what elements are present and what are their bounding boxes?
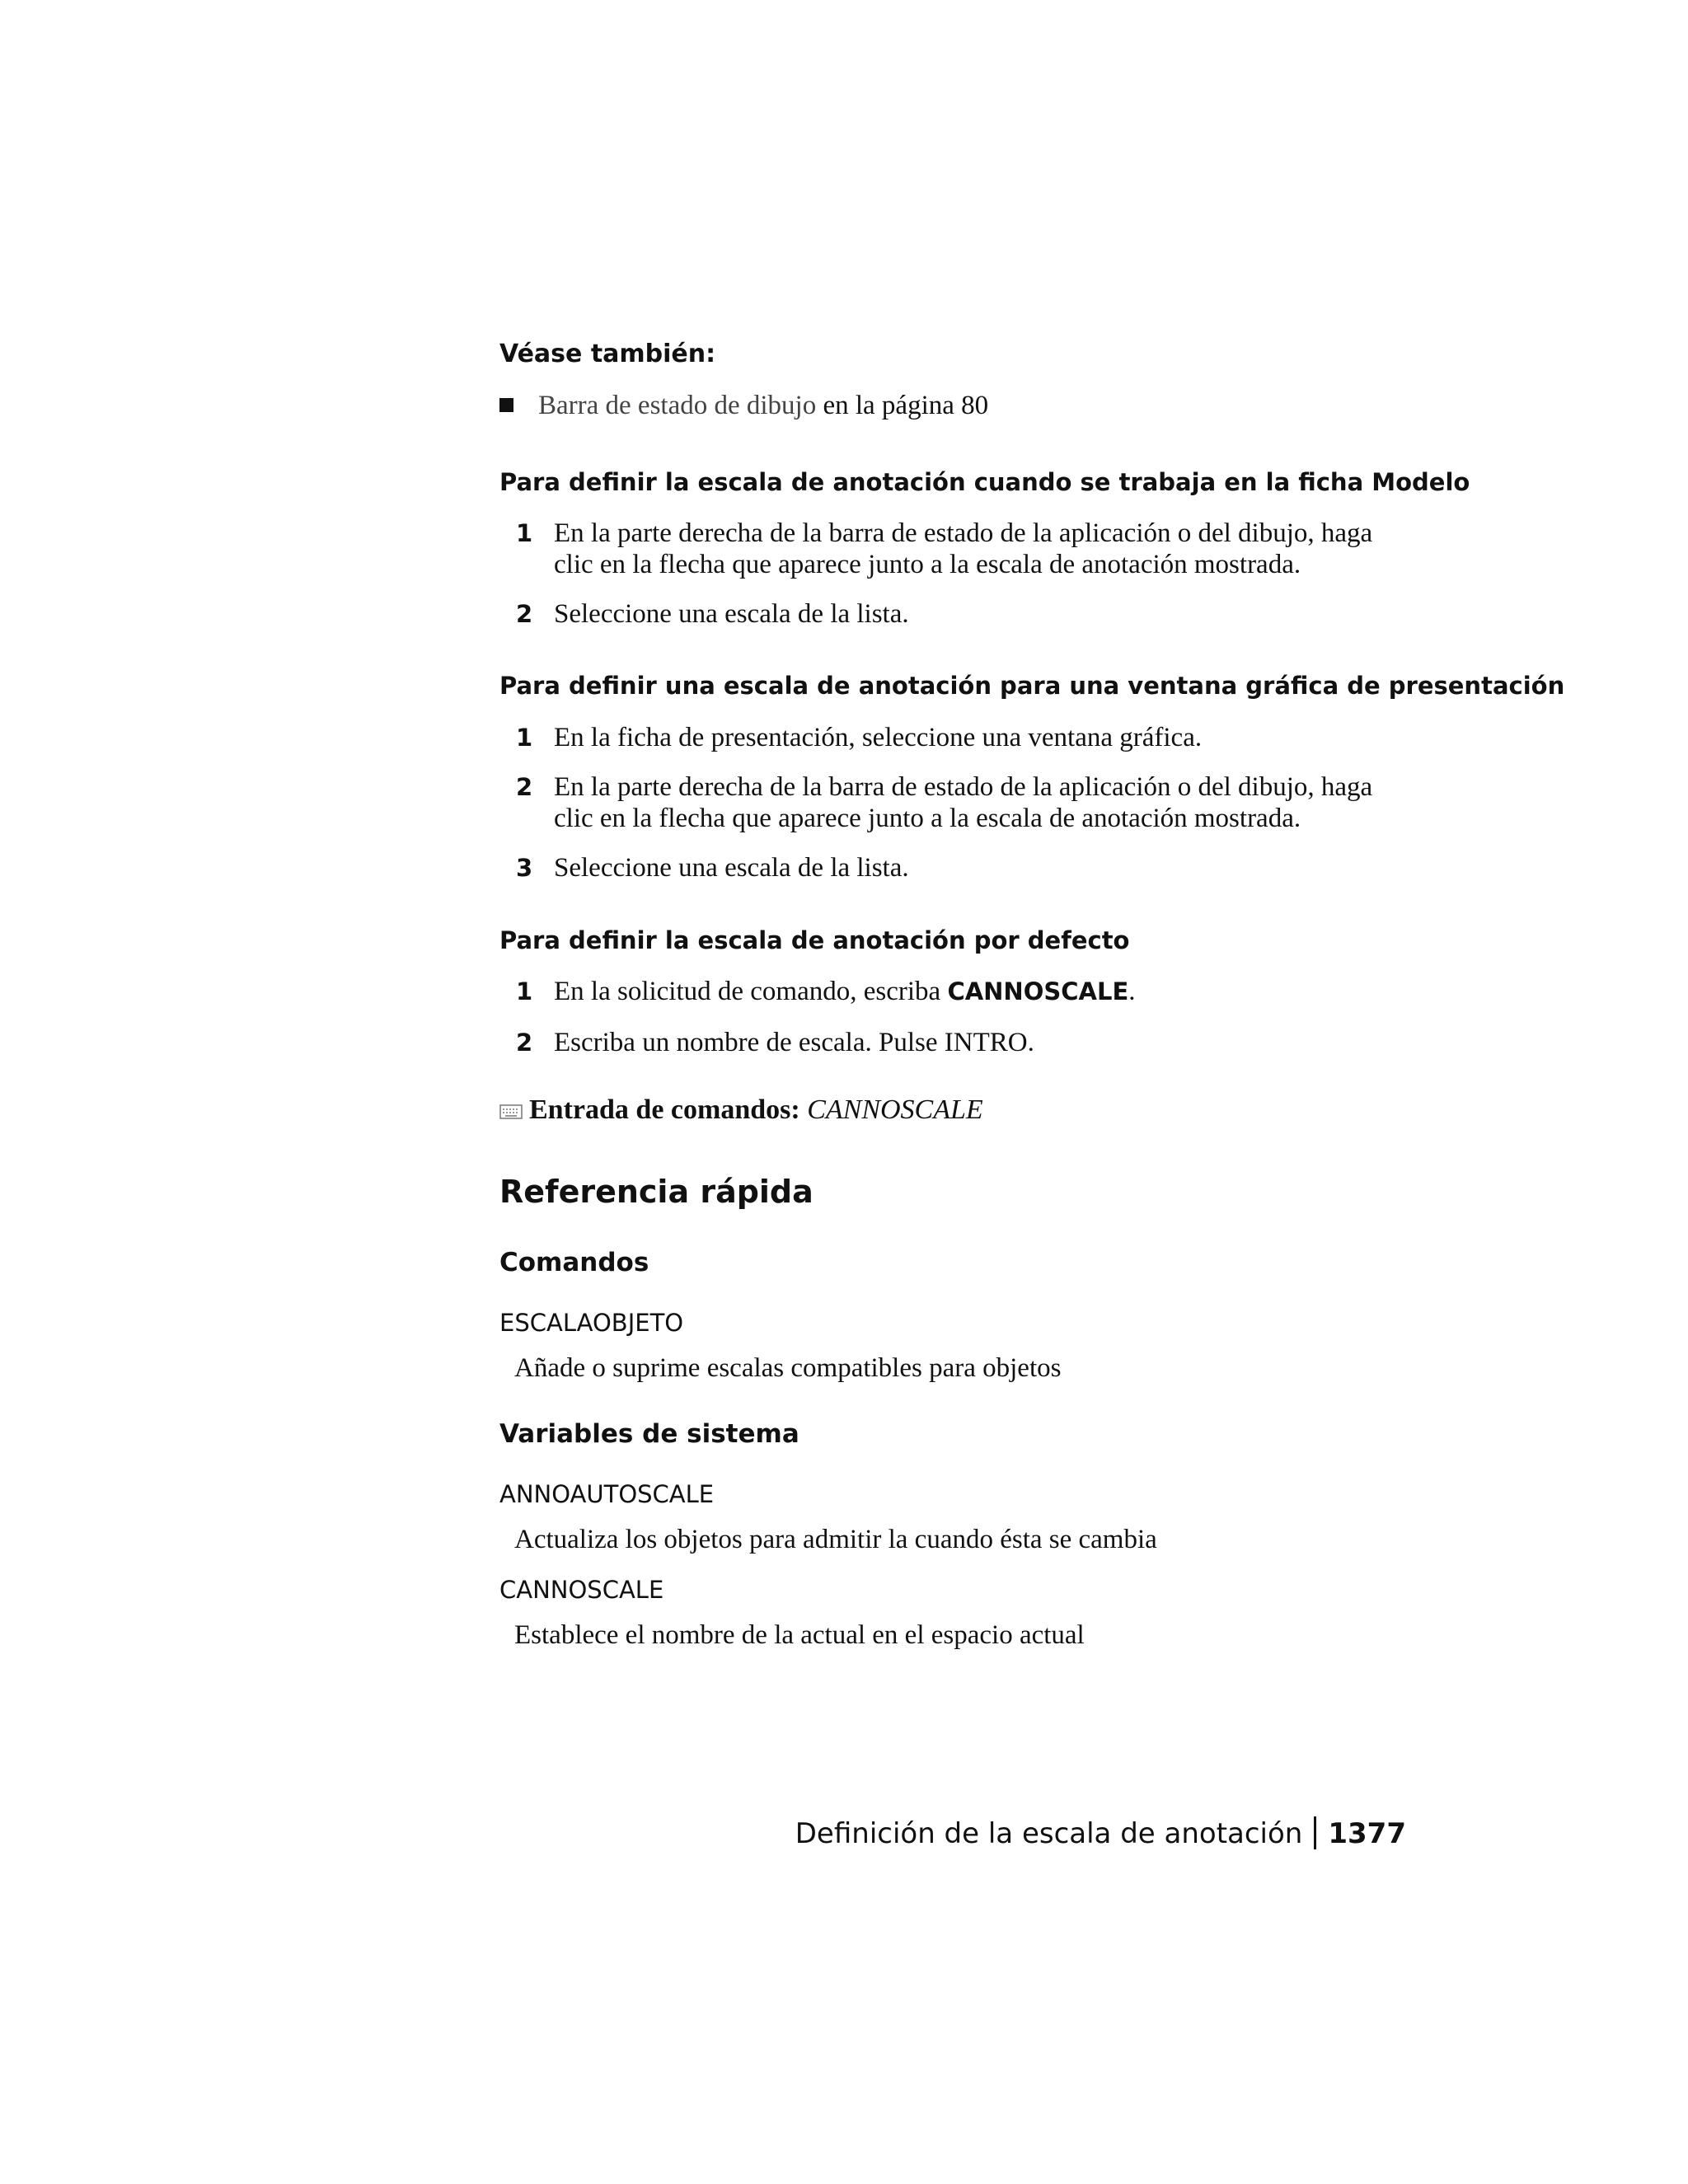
step-text: En la ficha de presentación, seleccione una ventana gráfica. (554, 723, 1203, 752)
keyboard-icon (499, 1096, 523, 1127)
step-number: 2 (516, 600, 533, 628)
command-entry-label: Entrada de comandos: (529, 1094, 800, 1125)
quick-reference-title: Referencia rápida (499, 1174, 814, 1210)
see-also-link[interactable]: Barra de estado de dibujo (538, 391, 817, 420)
variable-ref-name[interactable]: ANNOAUTOSCALE (499, 1480, 715, 1508)
command-ref-name[interactable]: ESCALAOBJETO (499, 1309, 684, 1337)
step-text: Seleccione una escala de la lista. (554, 853, 909, 883)
step-text: Seleccione una escala de la lista. (554, 599, 909, 629)
command-name: CANNOSCALE (947, 977, 1129, 1005)
see-also-page-ref: en la página 80 (823, 391, 989, 420)
page-number: 1377 (1328, 1817, 1406, 1850)
step-text (554, 976, 1411, 1007)
variables-heading: Variables de sistema (499, 1419, 799, 1449)
step-text: En la parte derecha de la barra de estado de la aplicación o del dibujo, haga clic en la flecha que aparece junto a la escala de anotación mostrada. (554, 772, 1373, 833)
square-bullet-icon (499, 398, 513, 412)
step-text: Escriba un nombre de escala. Pulse INTRO. (554, 1028, 1034, 1057)
command-entry (499, 1094, 983, 1127)
command-entry-value: CANNOSCALE (807, 1094, 983, 1125)
step-text-after: . (1128, 977, 1136, 1006)
step-text: En la parte derecha de la barra de estado de la aplicación o del dibujo, haga clic en la flecha que aparece junto a la escala de anotación mostrada. (554, 518, 1373, 579)
variable-ref-description: Establece el nombre de la actual en el espacio actual (514, 1620, 1085, 1650)
step-text-before: En la solicitud de comando, escriba (554, 977, 948, 1006)
see-also-item (499, 391, 988, 421)
procedure-default-heading: Para definir la escala de anotación por defecto (499, 926, 1130, 954)
procedure-model-heading: Para definir la escala de anotación cuando se trabaja en la ficha Modelo (499, 468, 1470, 496)
command-ref-description: Añade o suprime escalas compatibles para objetos (514, 1353, 1062, 1383)
step-number: 1 (516, 977, 533, 1005)
variable-ref-name[interactable]: CANNOSCALE (499, 1576, 664, 1604)
procedure-viewport-heading: Para definir una escala de anotación para una ventana gráfica de presentación (499, 672, 1565, 700)
footer-title: Definición de la escala de anotación (795, 1817, 1303, 1850)
page-footer (795, 1816, 1406, 1850)
step-number: 2 (516, 1029, 533, 1057)
see-also-heading: Véase también: (499, 340, 716, 368)
variable-ref-description: Actualiza los objetos para admitir la cuando ésta se cambia (514, 1525, 1157, 1554)
step-number: 1 (516, 724, 533, 752)
step-number: 2 (516, 773, 533, 801)
footer-divider (1314, 1816, 1316, 1849)
step-number: 1 (516, 519, 533, 547)
step-number: 3 (516, 854, 533, 882)
commands-heading: Comandos (499, 1248, 649, 1277)
